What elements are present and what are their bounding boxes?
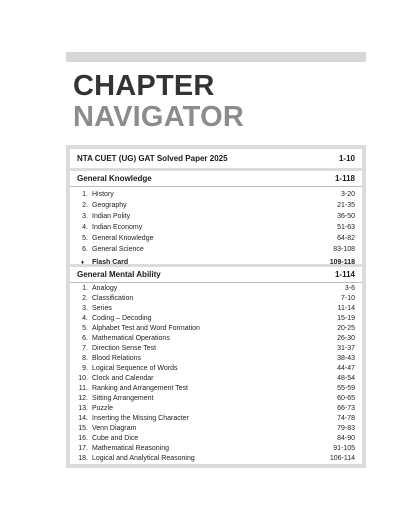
toc-row-pages: 48-54	[337, 375, 355, 382]
section-heading-gk[interactable]	[70, 171, 362, 187]
toc-row-label: Logical Sequence of Words	[92, 365, 178, 372]
toc-row-pages: 20-25	[337, 325, 355, 332]
toc-row-label: General Knowledge	[92, 235, 154, 242]
toc-row-number: 12.	[78, 395, 88, 402]
toc-row-pages: 79-83	[337, 425, 355, 432]
toc-row-label: Classification	[92, 295, 134, 302]
toc-row-pages: 11-14	[337, 305, 355, 312]
toc-row-pages: 7-10	[340, 295, 355, 302]
section-heading-pages: 1-114	[334, 270, 355, 279]
toc-row-number: 8.	[82, 355, 88, 362]
toc-row-number: 7.	[82, 345, 88, 352]
toc-row[interactable]	[70, 354, 362, 364]
toc-row-number: 4.	[82, 315, 88, 322]
toc-row-number: 3.	[82, 305, 88, 312]
toc-row[interactable]	[70, 364, 362, 374]
toc-row-label: Indian Economy	[92, 224, 143, 231]
toc-row-label: Blood Relations	[92, 355, 142, 362]
top-decorative-bar	[66, 52, 366, 62]
toc-row-number: 6.	[82, 335, 88, 342]
toc-row[interactable]	[70, 211, 362, 222]
toc-row-left	[77, 233, 154, 244]
toc-row-left	[77, 354, 141, 364]
toc-row[interactable]	[70, 384, 362, 394]
toc-row-left	[77, 314, 152, 324]
toc-row-pages: 15-19	[337, 315, 355, 322]
toc-row-pages: 31-37	[337, 345, 355, 352]
toc-row-left	[77, 200, 127, 211]
toc-row-number: 9.	[82, 365, 88, 372]
toc-row-label: Ranking and Arrangement Test	[92, 385, 188, 392]
toc-row-pages: 44-47	[337, 365, 355, 372]
toc-row-label: Indian Polity	[92, 213, 131, 220]
toc-row-left	[77, 424, 136, 434]
toc-entry-solved-paper[interactable]	[70, 149, 362, 168]
toc-row-number: 2.	[82, 202, 88, 209]
toc-row-left	[77, 444, 169, 454]
toc-row[interactable]	[70, 344, 362, 354]
toc-row-number: 11.	[78, 385, 88, 392]
toc-row[interactable]	[70, 233, 362, 244]
section-general-knowledge	[70, 171, 362, 264]
toc-row-label: Coding – Decoding	[92, 315, 152, 322]
toc-row-label: Geography	[92, 202, 127, 209]
toc-row[interactable]	[70, 324, 362, 334]
toc-row-pages: 83-108	[333, 246, 355, 253]
toc-row-left	[77, 324, 200, 334]
toc-row-left	[77, 284, 117, 294]
toc-row-label: Inserting the Missing Character	[92, 415, 189, 422]
toc-row-number: 5.	[82, 325, 88, 332]
toc-row-pages: 74-78	[337, 415, 355, 422]
toc-row-number: 5.	[82, 235, 88, 242]
toc-row-number: 13.	[78, 405, 88, 412]
toc-row-left	[77, 344, 156, 354]
toc-row[interactable]	[70, 334, 362, 344]
toc-row[interactable]	[70, 284, 362, 294]
toc-row-left	[77, 211, 130, 222]
section-solved-paper	[70, 149, 362, 168]
toc-row-pages: 60-65	[337, 395, 355, 402]
section-heading-label: General Mental Ability	[77, 270, 161, 279]
toc-row-label: Direction Sense Test	[92, 345, 157, 352]
toc-row-left	[77, 404, 113, 414]
toc-row[interactable]	[70, 454, 362, 464]
toc-row-pages: 3-6	[344, 285, 355, 292]
toc-row-label: Cube and Dice	[92, 435, 139, 442]
toc-row-pages: 55-59	[337, 385, 355, 392]
toc-row[interactable]	[70, 444, 362, 454]
toc-row-label: Logical and Analytical Reasoning	[92, 455, 195, 462]
toc-row[interactable]	[70, 189, 362, 200]
toc-row[interactable]	[70, 414, 362, 424]
toc-row[interactable]	[70, 404, 362, 414]
section-heading-label: General Knowledge	[77, 174, 152, 183]
gma-chapter-list	[70, 283, 362, 464]
toc-row-label: Analogy	[92, 285, 118, 292]
toc-row-number: 14.	[78, 415, 88, 422]
toc-row-left	[77, 384, 188, 394]
toc-row[interactable]	[70, 304, 362, 314]
diamond-bullet-icon: ♦	[80, 260, 85, 266]
toc-row-pages: 36-50	[337, 213, 355, 220]
toc-row-pages: 38-43	[337, 355, 355, 362]
toc-row-label: Mathematical Reasoning	[92, 445, 170, 452]
toc-row[interactable]	[70, 200, 362, 211]
toc-row-number: 15.	[78, 425, 88, 432]
toc-row-left	[77, 364, 177, 374]
toc-row-number: 16.	[78, 435, 88, 442]
section-general-mental-ability	[70, 267, 362, 464]
section-heading-pages: 1-118	[334, 174, 355, 183]
toc-row-pages: 91-105	[333, 445, 355, 452]
toc-row-label: Venn Diagram	[92, 425, 137, 432]
toc-row-number: 3.	[82, 213, 88, 220]
toc-row-pages: 64-82	[337, 235, 355, 242]
toc-row-pages: 3-20	[340, 191, 355, 198]
toc-row-pages: 109-118	[329, 259, 355, 266]
toc-row-label: History	[92, 191, 114, 198]
toc-row[interactable]	[70, 394, 362, 404]
toc-row-left	[77, 189, 114, 200]
gk-chapter-list	[70, 187, 362, 269]
toc-row-number: 6.	[82, 246, 88, 253]
toc-row-left	[77, 394, 153, 404]
toc-row-number: 10.	[78, 375, 88, 382]
toc-row-left	[77, 434, 138, 444]
toc-row-pages: 106-114	[329, 455, 355, 462]
title-line-navigator: NAVIGATOR	[73, 101, 244, 133]
toc-row-left	[77, 374, 153, 384]
section-heading-gma[interactable]	[70, 267, 362, 283]
toc-row-left	[77, 414, 189, 424]
toc-row[interactable]	[70, 434, 362, 444]
toc-row-label: General Science	[92, 246, 144, 253]
toc-row-label: Clock and Calendar	[92, 375, 154, 382]
toc-row-left	[77, 304, 112, 314]
toc-row-number: 1.	[82, 191, 88, 198]
toc-row-label: Alphabet Test and Word Formation	[92, 325, 200, 332]
toc-row-label: Series	[92, 305, 112, 312]
toc-row-pages: 21-35	[337, 202, 355, 209]
toc-entry-pages: 1-10	[338, 154, 355, 163]
contents-frame	[66, 145, 366, 468]
toc-row-number: 4.	[82, 224, 88, 231]
toc-row-number: 2.	[82, 295, 88, 302]
toc-row-left	[77, 294, 133, 304]
toc-row-left	[77, 334, 170, 344]
toc-entry-label: NTA CUET (UG) GAT Solved Paper 2025	[77, 154, 228, 163]
toc-row-pages: 66-73	[337, 405, 355, 412]
toc-row[interactable]	[70, 314, 362, 324]
toc-row-left	[77, 222, 142, 233]
toc-row-number: 1.	[82, 285, 88, 292]
toc-row-number: 18.	[78, 455, 88, 462]
toc-row-left	[77, 244, 144, 255]
toc-row-label: Flash Card	[92, 259, 129, 266]
toc-row-left	[77, 454, 195, 464]
toc-row[interactable]	[70, 222, 362, 233]
toc-row-label: Sitting Arrangement	[92, 395, 154, 402]
toc-row-label: Puzzle	[92, 405, 114, 412]
toc-row[interactable]	[70, 294, 362, 304]
toc-row[interactable]	[70, 374, 362, 384]
toc-row[interactable]	[70, 244, 362, 255]
toc-row-pages: 26-30	[337, 335, 355, 342]
toc-row-pages: 51-63	[337, 224, 355, 231]
toc-row-label: Mathematical Operations	[92, 335, 170, 342]
toc-row-pages: 84-90	[337, 435, 355, 442]
title-line-chapter: CHAPTER	[73, 70, 215, 102]
toc-row-number: 17.	[78, 445, 88, 452]
toc-row[interactable]	[70, 424, 362, 434]
page-title	[73, 72, 244, 132]
